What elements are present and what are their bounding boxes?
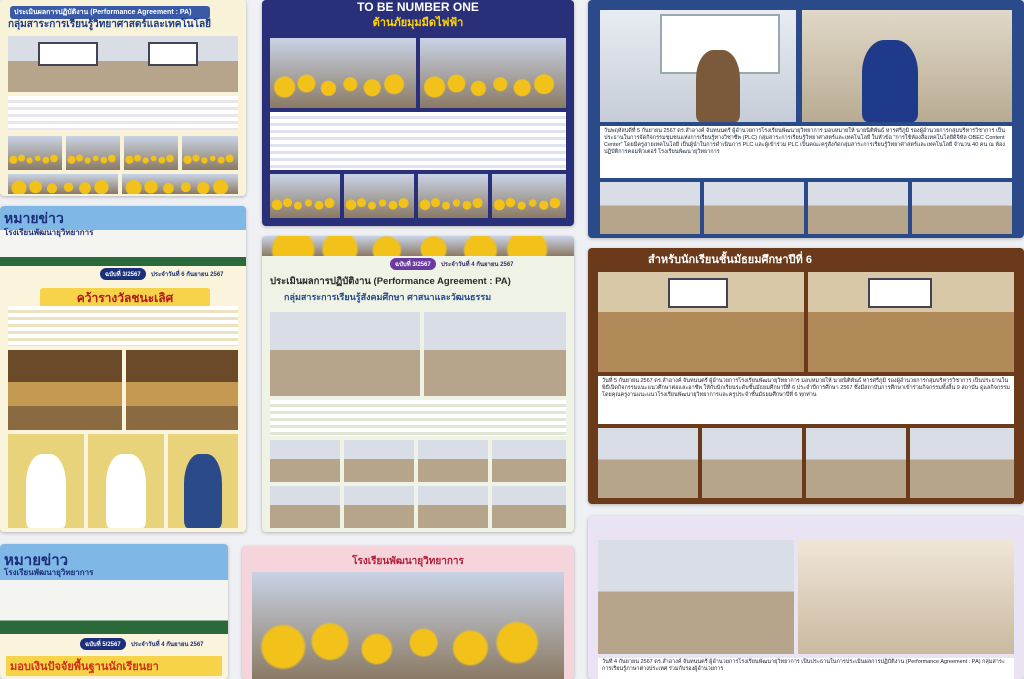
issue-date: ประจำวันที่ 6 กันยายน 2567	[151, 272, 224, 278]
photo-thumb	[600, 182, 700, 234]
newsletter-card-to-be-number-one[interactable]	[262, 0, 574, 226]
newsletter-card-award[interactable]	[0, 206, 246, 532]
meeting-photo	[8, 36, 238, 92]
issue-date: ประจำวันที่ 4 กันยายน 2567	[441, 262, 514, 268]
card-body-text	[8, 96, 238, 130]
photo-thumb	[182, 136, 238, 170]
ceremony-photo	[420, 38, 566, 108]
meeting-photo	[270, 312, 420, 396]
card-body-text: วันที่ 5 กันยายน 2567 ดร.สำอางค์ จันทนนตรี ผู้อำนวยการโรงเรียนพัฒนายุวิทยาการ มอบหมายให้ นายนิติพันธ์ หารศรีภูมิ รองผู้อำนวยการกลุ่มบริหารวิชาการ เป็นประธานในพิธีเปิดกิจกรรมแนะแนวศึกษาต่อและอาชีพ ให้กับนักเรียนระดับชั้นมัธยมศึกษาปีที่ 6 ประจำปีการศึกษา 2567 ซึ่งมีสถาบันการศึกษาเข้าร่วมกิจกรรมทั้งสิ้น 9 สถาบัน ดูแลกิจกรรมโดยคุณครูงานแนะแนวโรงเรียนพัฒนายุวิทยาการและครูประจำชั้นมัธยมศึกษาปีที่ 6 ทุกท่าน	[598, 376, 1014, 424]
photo-thumb	[808, 182, 908, 234]
photo-thumb	[122, 174, 238, 194]
card-subtitle: ประเมินผลการปฏิบัติงาน (Performance Agreement : PA)	[10, 6, 210, 19]
photo-thumb	[270, 174, 340, 218]
newsletter-title: หมายข่าว	[4, 210, 64, 226]
card-headline: มอบเงินปัจจัยพื้นฐานนักเรียนยา	[6, 656, 222, 676]
photo-thumb	[418, 486, 488, 528]
photo-thumb	[344, 440, 414, 482]
card-title-thai: ต้านภัยมุมมืดไฟฟ้า	[372, 17, 464, 29]
card-title: ประเมินผลการปฏิบัติงาน (Performance Agreement : PA)	[270, 276, 511, 287]
newsletter-title: หมายข่าว	[4, 552, 69, 569]
card-body-text: วันที่ 4 กันยายน 2567 ดร.สำอางค์ จันทนนตรี ผู้อำนวยการโรงเรียนพัฒนายุวิทยาการ เป็นประธานในการประเมินผลการปฏิบัติงาน (Performance Agreement : PA) กลุ่มสาระการเรียนรู้ภาษาต่างประเทศ ร่วมกับรองผู้อำนวยการ	[598, 658, 1014, 679]
photo-thumb	[270, 440, 340, 482]
header-strip	[262, 236, 574, 256]
photo-thumb	[910, 428, 1014, 498]
photo-thumb	[418, 174, 488, 218]
photo-thumb	[492, 486, 566, 528]
card-title: กลุ่มสาระการเรียนรู้วิทยาศาสตร์และเทคโนโลยี	[8, 19, 211, 30]
award-photo	[8, 350, 122, 430]
newsletter-card-pink-event[interactable]	[242, 546, 574, 679]
meeting-photo	[598, 540, 794, 654]
meeting-photo	[798, 540, 1014, 654]
newsletter-card-social-pa[interactable]	[262, 236, 574, 532]
issue-badge: ฉบับที่ 3/2567	[100, 268, 146, 280]
presenter-photo	[600, 10, 796, 122]
photo-thumb	[418, 440, 488, 482]
photo-thumb	[8, 174, 118, 194]
school-name: โรงเรียนพัฒนายุวิทยาการ	[4, 228, 94, 237]
card-body-text	[270, 112, 566, 170]
photo-thumb	[270, 486, 340, 528]
card-title-english: TO BE NUMBER ONE	[357, 0, 479, 14]
student-photo	[168, 434, 238, 528]
group-photo	[252, 572, 564, 679]
issue-date: ประจำวันที่ 4 กันยายน 2567	[131, 642, 204, 648]
guidance-photo	[808, 272, 1014, 372]
photo-thumb	[704, 182, 804, 234]
card-body-text	[270, 400, 566, 436]
newsletter-card-guidance[interactable]	[588, 248, 1024, 504]
presenter-photo	[802, 10, 1012, 122]
photo-thumb	[702, 428, 802, 498]
photo-thumb	[8, 136, 62, 170]
card-title: โรงเรียนพัฒนายุวิทยาการ	[352, 556, 464, 567]
photo-thumb	[492, 174, 566, 218]
photo-thumb	[66, 136, 120, 170]
newsletter-card-science-pa[interactable]	[0, 0, 246, 196]
student-photo	[8, 434, 84, 528]
issue-badge: ฉบับที่ 3/2567	[390, 258, 436, 270]
card-title: สำหรับนักเรียนชั้นมัธยมศึกษาปีที่ 6	[648, 254, 812, 266]
award-photo	[126, 350, 238, 430]
card-body-text: วันพฤหัสบดีที่ 5 กันยายน 2567 ดร.สำอางค์ จันทนนตรี ผู้อำนวยการโรงเรียนพัฒนายุวิทยาการ มอบหมายให้ นายนิติพันธ์ หารศรีภูมิ รองผู้อำนวยการกลุ่มบริหารวิชาการ เป็นประธานในการจัดกิจกรรมชุมชนแห่งการเรียนรู้ทางวิชาชีพ (PLC) กลุ่มสาระการเรียนรู้วิทยาศาสตร์และเทคโนโลยี ในหัวข้อ "การใช้ห้องสื่อเทคโนโลยีดิจิทัล OBEC Content Center" โดยมีครูสายเทคโนโลยี เป็นผู้นำในการดำเนินการ PLC และผู้เข้าร่วม PLC เป็นคณะครูสังกัดกลุ่มสาระการเรียนรู้วิทยาศาสตร์และเทคโนโลยี จำนวน 40 คน ณ ห้องปฏิบัติการคอมพิวเตอร์ โรงเรียนพัฒนายุวิทยาการ	[600, 126, 1012, 178]
card-body-text	[8, 306, 238, 346]
newsletter-card-plc[interactable]	[588, 0, 1024, 238]
photo-thumb	[124, 136, 178, 170]
student-photo	[88, 434, 164, 528]
photo-thumb	[598, 428, 698, 498]
school-name: โรงเรียนพัฒนายุวิทยาการ	[4, 568, 94, 577]
photo-thumb	[344, 486, 414, 528]
photo-thumb	[912, 182, 1012, 234]
card-subtitle: กลุ่มสาระการเรียนรู้สังคมศึกษา ศาสนาและวัฒนธรรม	[284, 292, 492, 302]
photo-thumb	[806, 428, 906, 498]
guidance-photo	[598, 272, 804, 372]
photo-thumb	[344, 174, 414, 218]
ceremony-photo	[270, 38, 416, 108]
newsletter-card-language-pa[interactable]	[588, 516, 1024, 679]
award-headline: คว้ารางวัลชนะเลิศ	[40, 288, 210, 309]
newsletter-card-scholarship[interactable]	[0, 544, 228, 679]
issue-badge: ฉบับที่ 5/2567	[80, 638, 126, 650]
meeting-photo	[424, 312, 566, 396]
photo-thumb	[492, 440, 566, 482]
